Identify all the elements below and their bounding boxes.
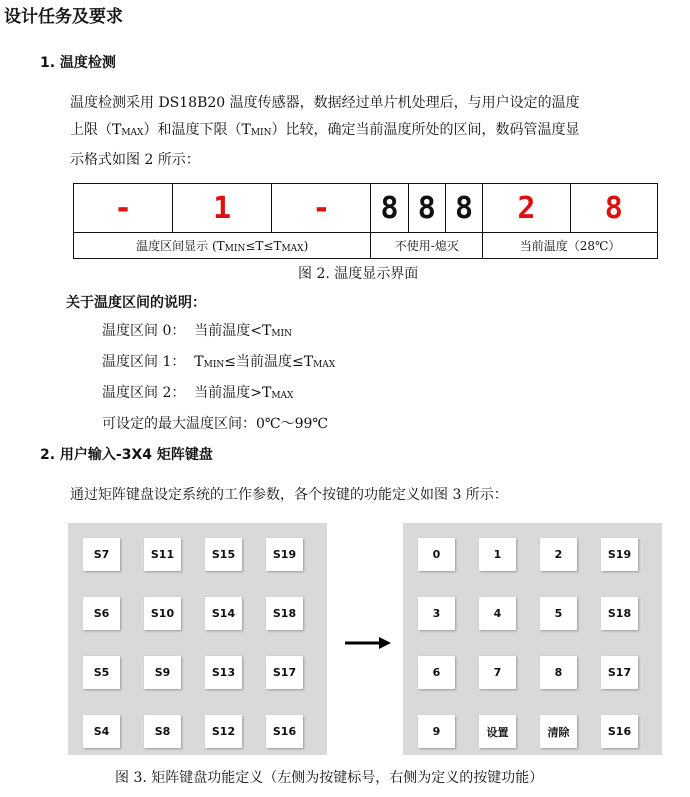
- keypad-key: S7: [83, 538, 120, 571]
- keypad-key: 0: [418, 538, 455, 571]
- keypad-key: S9: [144, 656, 181, 689]
- section-2-paragraph: 通过矩阵键盘设定系统的工作参数，各个按键的功能定义如图 3 所示：: [70, 487, 508, 503]
- keypad-labels-panel: [68, 523, 327, 755]
- keypad-key: S11: [144, 538, 181, 571]
- range-display-label: 温度区间显示 $(T_{MIN}\le T\le T_{MAX})$: [74, 233, 371, 259]
- keypad-key: 清除: [540, 715, 577, 748]
- keypad-key: S16: [601, 715, 638, 748]
- seven-segment-digit: 2: [483, 184, 570, 233]
- section-1-heading: 1. 温度检测: [40, 55, 116, 71]
- keypad-key: S16: [266, 715, 303, 748]
- seven-segment-digit: -: [272, 184, 371, 233]
- keypad-key: S13: [205, 656, 242, 689]
- keypad-key: 6: [418, 656, 455, 689]
- unused-label: 不使用-熄灭: [371, 233, 483, 259]
- keypad-key: S19: [266, 538, 303, 571]
- seven-segment-digit: 8: [408, 184, 445, 233]
- keypad-key: 4: [479, 597, 516, 630]
- section-1-paragraph: [70, 90, 580, 174]
- keypad-key: 7: [479, 656, 516, 689]
- keypad-key: 2: [540, 538, 577, 571]
- para-line: 示格式如图 2 所示：: [70, 152, 200, 168]
- range-note: 温度区间 0： 当前温度$<T_{MIN}$: [102, 323, 292, 339]
- para-line: 上限$(T_{MAX})$和温度下限$(T_{MIN})$比较，确定当前温度所处的区间，数码管温度显: [70, 122, 580, 138]
- keypad-key: 1: [479, 538, 516, 571]
- keypad-key: S19: [601, 538, 638, 571]
- max-range-note: 可设定的最大温度区间：0℃～99℃: [102, 416, 329, 432]
- section-2-heading: 2. 用户输入-3X4 矩阵键盘: [40, 447, 213, 463]
- temperature-display-table: [73, 183, 658, 259]
- keypad-key: S17: [266, 656, 303, 689]
- keypad-key: S15: [205, 538, 242, 571]
- range-note: 温度区间 2： 当前温度$>T_{MAX}$: [102, 385, 294, 401]
- range-notes: [102, 317, 335, 438]
- keypad-key: S4: [83, 715, 120, 748]
- keypad-key: 8: [540, 656, 577, 689]
- para-line: 温度检测采用 DS18B20 温度传感器，数据经过单片机处理后，与用户设定的温度: [70, 95, 580, 111]
- keypad-key: 9: [418, 715, 455, 748]
- arrow-right-icon: [345, 636, 391, 650]
- keypad-key: 设置: [479, 715, 516, 748]
- keypad-key: S10: [144, 597, 181, 630]
- seven-segment-digit: -: [74, 184, 173, 233]
- figure-2-caption: 图 2. 温度显示界面: [298, 266, 419, 282]
- seven-segment-digit: 8: [445, 184, 482, 233]
- keypad-key: S18: [601, 597, 638, 630]
- keypad-key: S18: [266, 597, 303, 630]
- keypad-key: S5: [83, 656, 120, 689]
- seven-segment-digit: 8: [371, 184, 408, 233]
- keypad-key: S14: [205, 597, 242, 630]
- keypad-key: S6: [83, 597, 120, 630]
- keypad-key: 5: [540, 597, 577, 630]
- keypad-key: S8: [144, 715, 181, 748]
- notes-heading: 关于温度区间的说明：: [66, 295, 206, 311]
- seven-segment-digit: 8: [570, 184, 657, 233]
- current-temp-label: 当前温度（28℃）: [483, 233, 658, 259]
- keypad-key: S17: [601, 656, 638, 689]
- page-title: 设计任务及要求: [4, 7, 123, 27]
- keypad-key: 3: [418, 597, 455, 630]
- keypad-key: S12: [205, 715, 242, 748]
- keypad-functions-panel: [403, 523, 662, 755]
- figure-3-caption: 图 3. 矩阵键盘功能定义（左侧为按键标号，右侧为定义的按键功能）: [115, 770, 544, 786]
- seven-segment-digit: 1: [173, 184, 272, 233]
- range-note: 温度区间 1： $T_{MIN}\le$当前温度$\le T_{MAX}$: [102, 354, 336, 370]
